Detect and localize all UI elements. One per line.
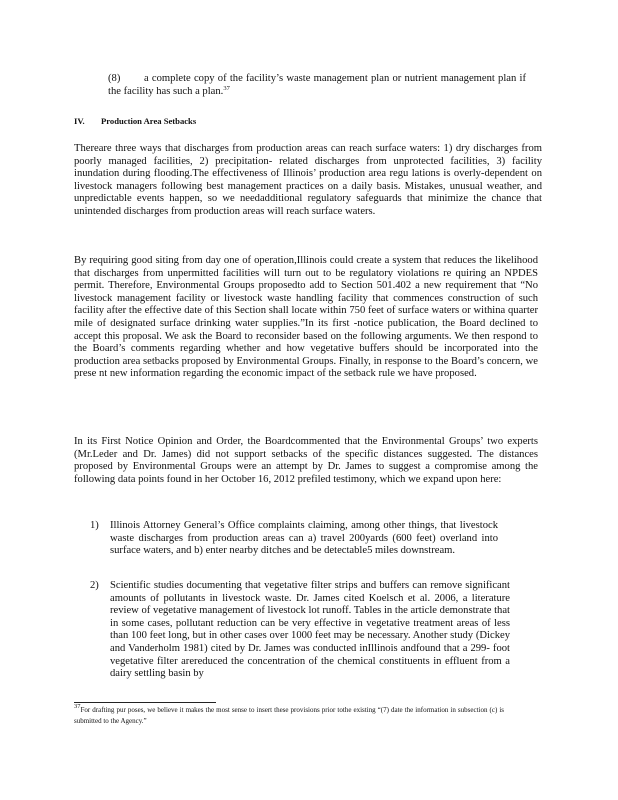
footnote-number: 37 — [74, 703, 81, 710]
paragraph: By requiring good siting from day one of operation,Illinois could create a system that reduces the likelihood that discharges from unpermitted facilities will turn out to be regulatory violations re quiring an NPDES permit. Therefore, Environmental Groups proposedto add to Section 501.402 a new requirement that “No livestock management facility or livestock waste handling facility that commences construction of such facility after the effective date of this Section shall locate within 750 feet of surface waters or withina quarter mile of designated surface drinking water supplies.”In its first -notice publication, the Board declined to accept this proposal. We ask the Board to reconsider based on the following arguments. We then respond to the Board’s comments regarding whether and how vegetative buffers should be incorporated into the production area setbacks proposed by Environmental Groups. Finally, in response to the Board’s concern, we prese nt new information regarding the economic impact of the setback rule we have proposed. — [74, 255, 538, 380]
list-item-number: 1) — [90, 520, 99, 531]
list-item-text: Illinois Attorney General’s Office complaints claiming, among other things, that livestock waste discharges from production areas can a) travel 200yards (600 feet) overland into surface waters, and b) enter nearby ditches and be detectable5 miles downstream. — [110, 520, 498, 557]
list-item — [90, 520, 498, 558]
section-title: Production Area Setbacks — [101, 116, 197, 126]
list-item-number: (8) — [108, 73, 121, 84]
paragraph: In its First Notice Opinion and Order, the Boardcommented that the Environmental Groups’ two experts (Mr.Leder and Dr. James) did not support setbacks of the specific distances suggested. The distances proposed by Environmental Groups were an attempt by Dr. James to suggest a compromise among the following data points found in her October 16, 2012 prefiled testimony, which we expand upon here: — [74, 436, 538, 485]
paragraph: Thereare three ways that discharges from production areas can reach surface waters: 1) dry discharges from poorly managed facilities, 2) precipitation- related discharges from unprotected facilities, 3) facility inundation during flooding.The effectiveness of Illinois’ production area regu lations is overly-dependent on livestock managers following best management practices on a daily basis. Mistakes, unusual weather, and unpredictable events happen, so we needadditional regulatory safeguards that minimize the chance that unintended discharges from production areas will reach surface waters. — [74, 143, 542, 217]
list-item-text: a complete copy of the facility’s waste management plan or nutrient management plan if the facility has such a plan. — [108, 73, 526, 97]
list-item-text: Scientific studies documenting that vegetative filter strips and buffers can remove significant amounts of pollutants in livestock waste. Dr. James cited Koelsch et al. 2006, a literature review of vegetative management of livestock lot runoff. Tables in the article demonstrate that in some cases, pollutant reduction can be very effective in vegetative treatment areas of less than 100 feet long, but in other cases over 1000 feet may be necessary. Another study (Dickey and Vanderholm 1981) cited by Dr. James was conducted inIllinois andfound that a 299- foot vegetative filter arereduced the concentration of the chemical constituents in effluent from a dairy settling basin by — [110, 580, 510, 680]
section-heading — [74, 115, 274, 128]
footnote-text: For drafting pur poses, we believe it makes the most sense to insert these provisions prior tothe existing “(7) date the information in subsection (c) is submitted to the Agency.” — [74, 706, 504, 725]
list-item-number: 2) — [90, 580, 99, 591]
footnote — [74, 705, 504, 727]
footnote-divider — [74, 702, 216, 703]
list-item-8 — [108, 73, 526, 98]
section-number: IV. — [74, 116, 85, 126]
footnote-ref[interactable]: 37 — [223, 84, 230, 92]
list-item — [90, 580, 510, 681]
